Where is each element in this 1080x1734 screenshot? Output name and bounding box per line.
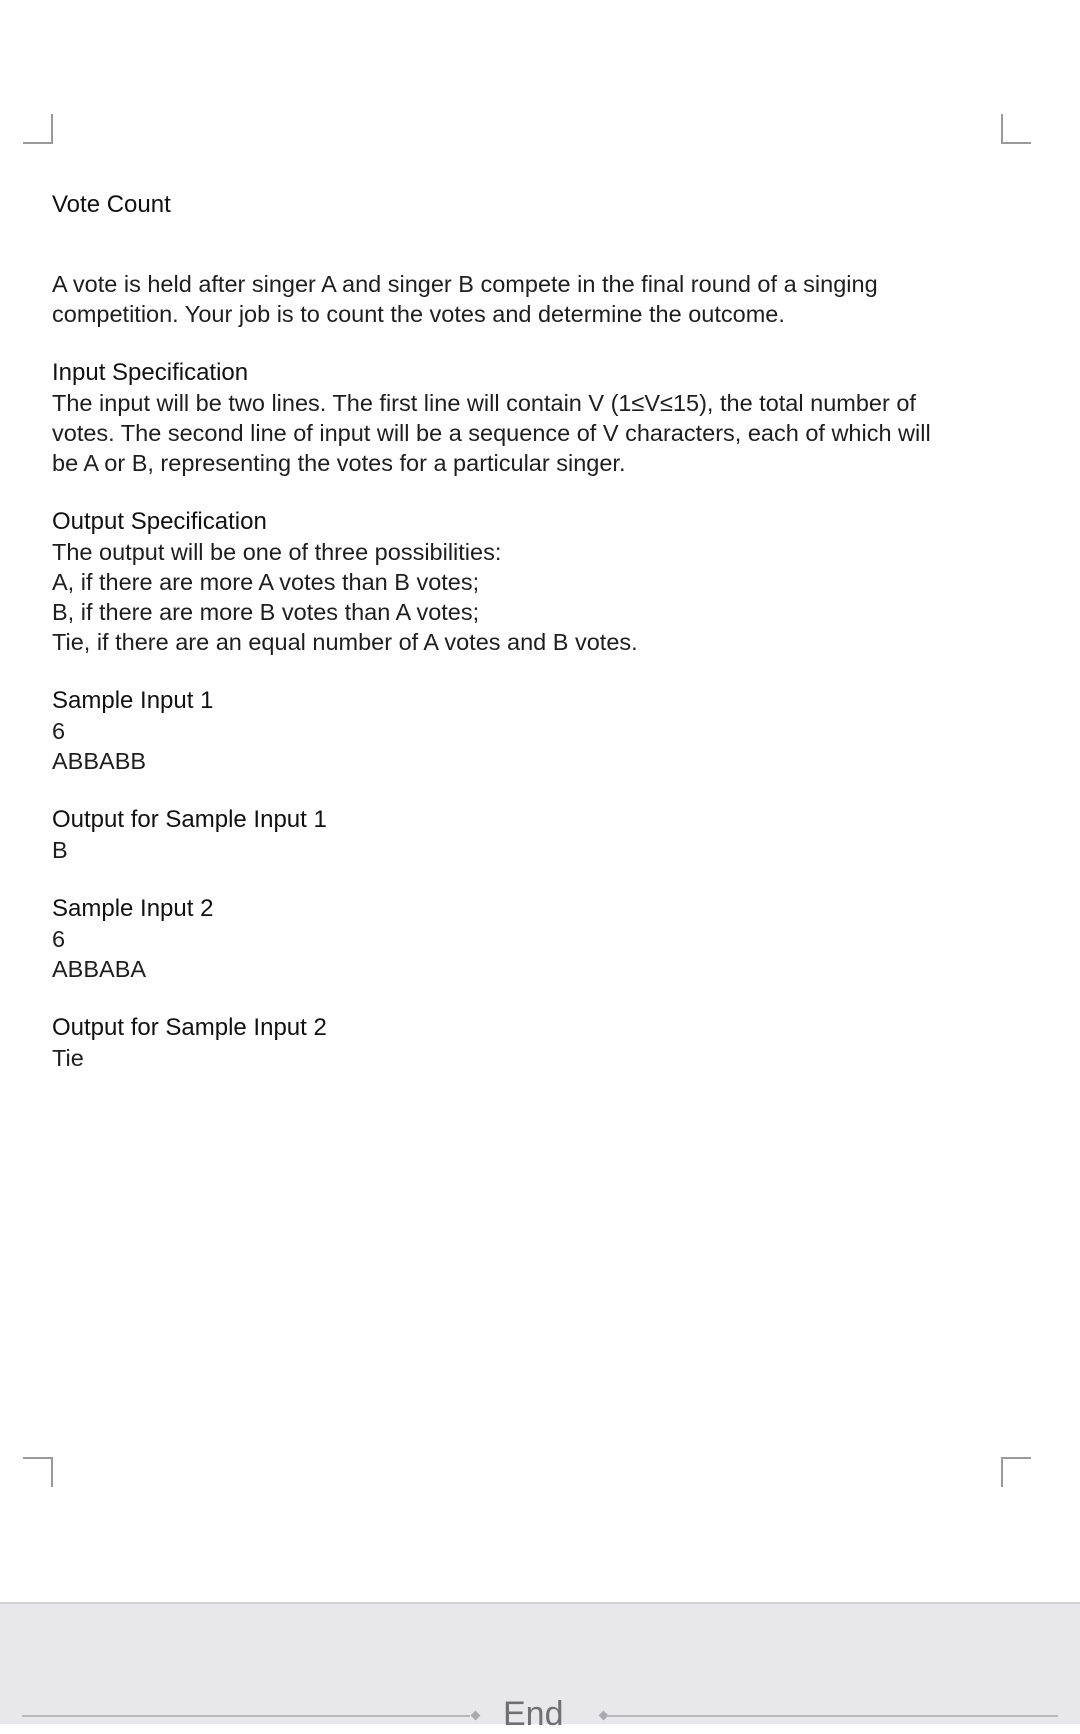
document-title: Vote Count xyxy=(52,191,171,218)
section-input-specification xyxy=(52,358,982,478)
section-sample-input-1 xyxy=(52,686,982,776)
page-corner-bottom-right xyxy=(1001,1457,1031,1487)
text-line: be A or B, representing the votes for a particular singer. xyxy=(52,450,626,476)
text-line: 6 xyxy=(52,926,66,952)
text-line: Tie, if there are an equal number of A votes and B votes. xyxy=(52,629,638,655)
section-text xyxy=(52,716,982,776)
text-line: The output will be one of three possibilities: xyxy=(52,539,502,565)
section-output-specification xyxy=(52,507,982,657)
intro-paragraph xyxy=(52,269,982,329)
section-text xyxy=(52,835,982,865)
section-heading: Input Specification xyxy=(52,359,249,386)
section-heading: Output Specification xyxy=(52,508,267,535)
diamond-icon xyxy=(471,1711,481,1721)
section-text xyxy=(52,1043,982,1073)
page-corner-bottom-left xyxy=(23,1457,53,1487)
section-heading: Output for Sample Input 1 xyxy=(52,806,327,833)
page-corner-top-left xyxy=(23,114,53,144)
section-heading: Sample Input 2 xyxy=(52,895,214,922)
document-end-bar xyxy=(0,1602,1080,1733)
text-line: B xyxy=(52,837,68,863)
section-text xyxy=(52,388,982,478)
section-heading: Output for Sample Input 2 xyxy=(52,1014,327,1041)
end-divider-right xyxy=(606,1715,1058,1717)
text-line: Tie xyxy=(52,1045,84,1071)
text-line: ABBABB xyxy=(52,748,147,774)
text-line: ABBABA xyxy=(52,956,147,982)
end-divider-left xyxy=(22,1715,470,1717)
section-sample-output-2 xyxy=(52,1013,982,1073)
text-line: votes. The second line of input will be a sequence of V characters, each of which will xyxy=(52,420,931,446)
section-heading: Sample Input 1 xyxy=(52,687,214,714)
section-sample-output-1 xyxy=(52,805,982,865)
page-corner-top-right xyxy=(1001,114,1031,144)
section-text xyxy=(52,537,982,657)
end-label: End xyxy=(503,1695,564,1733)
section-text xyxy=(52,924,982,984)
text-line: The input will be two lines. The first line will contain V (1≤V≤15), the total number of xyxy=(52,390,916,416)
intro-line: competition. Your job is to count the votes and determine the outcome. xyxy=(52,301,785,327)
section-sample-input-2 xyxy=(52,894,982,984)
text-line: 6 xyxy=(52,718,66,744)
intro-line: A vote is held after singer A and singer B compete in the final round of a singing xyxy=(52,271,878,297)
text-line: B, if there are more B votes than A votes; xyxy=(52,599,480,625)
text-line: A, if there are more A votes than B votes; xyxy=(52,569,480,595)
document-body xyxy=(52,190,982,1102)
